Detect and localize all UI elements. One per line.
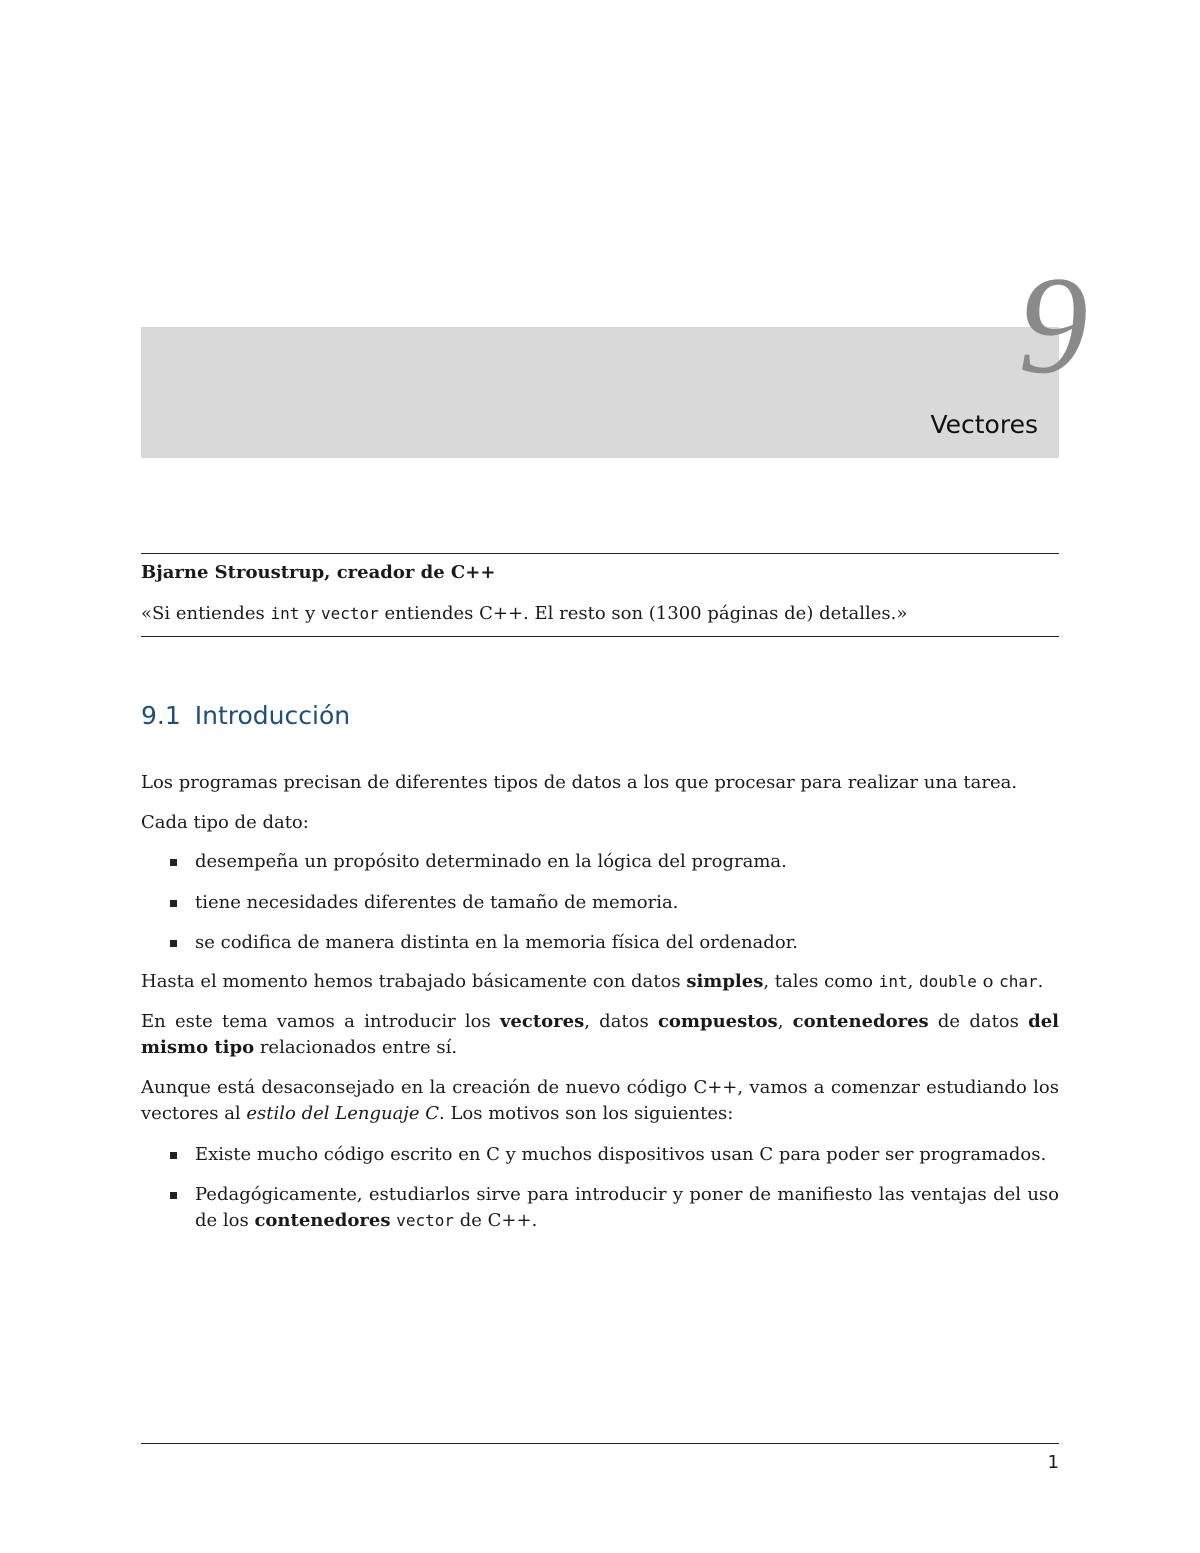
code-vector: vector	[320, 604, 379, 623]
page-number: 1	[1047, 1452, 1059, 1473]
bullet-square-icon	[170, 1152, 177, 1159]
list-item: desempeña un propósito determinado en la lógica del programa.	[175, 849, 1059, 875]
paragraph-intro: Los programas precisan de diferentes tipos de datos a los que procesar para realizar una tarea.	[141, 772, 1018, 793]
list-item: Existe mucho código escrito en C y muchos dispositivos usan C para poder ser programados.	[175, 1142, 1059, 1168]
paragraph-simples: Hasta el momento hemos trabajado básicamente con datos simples, tales como int, double o char.	[141, 971, 1044, 992]
bullet-square-icon	[170, 900, 177, 907]
paragraph-vectores: En este tema vamos a introducir los vectores, datos compuestos, contenedores de datos del mismo tipo relacionados entre sí.	[141, 1011, 1059, 1058]
list-item: tiene necesidades diferentes de tamaño de memoria.	[175, 890, 1059, 916]
section-heading	[141, 701, 350, 730]
epigraph-bottom-rule	[141, 636, 1059, 637]
chapter-header-band	[141, 327, 1059, 458]
epigraph-top-rule	[141, 553, 1059, 554]
section-number: 9.1	[141, 701, 181, 730]
bullet-square-icon	[170, 859, 177, 866]
epigraph-quote: «Si entiendes int y vector entiendes C++. El resto son (1300 páginas de) detalles.»	[141, 603, 908, 624]
chapter-title: Vectores	[930, 410, 1038, 439]
chapter-number: 9	[1018, 248, 1088, 403]
list-item: Pedagógicamente, estudiarlos sirve para introducir y poner de manifiesto las ventajas del uso de los contenedores vector de C++.	[175, 1182, 1059, 1234]
paragraph-estilo-c: Aunque está desaconsejado en la creación de nuevo código C++, vamos a comenzar estudiando los vectores al estilo del Lenguaje C. Los motivos son los siguientes:	[141, 1077, 1059, 1124]
footer-rule	[141, 1443, 1059, 1444]
code-int: int	[270, 604, 300, 623]
bullet-square-icon	[170, 940, 177, 947]
epigraph-author: Bjarne Stroustrup, creador de C++	[141, 562, 496, 583]
section-title: Introducción	[194, 701, 351, 730]
list-item: se codifica de manera distinta en la memoria física del ordenador.	[175, 930, 1059, 956]
paragraph-cada-tipo: Cada tipo de dato:	[141, 812, 309, 833]
bullet-square-icon	[170, 1192, 177, 1199]
